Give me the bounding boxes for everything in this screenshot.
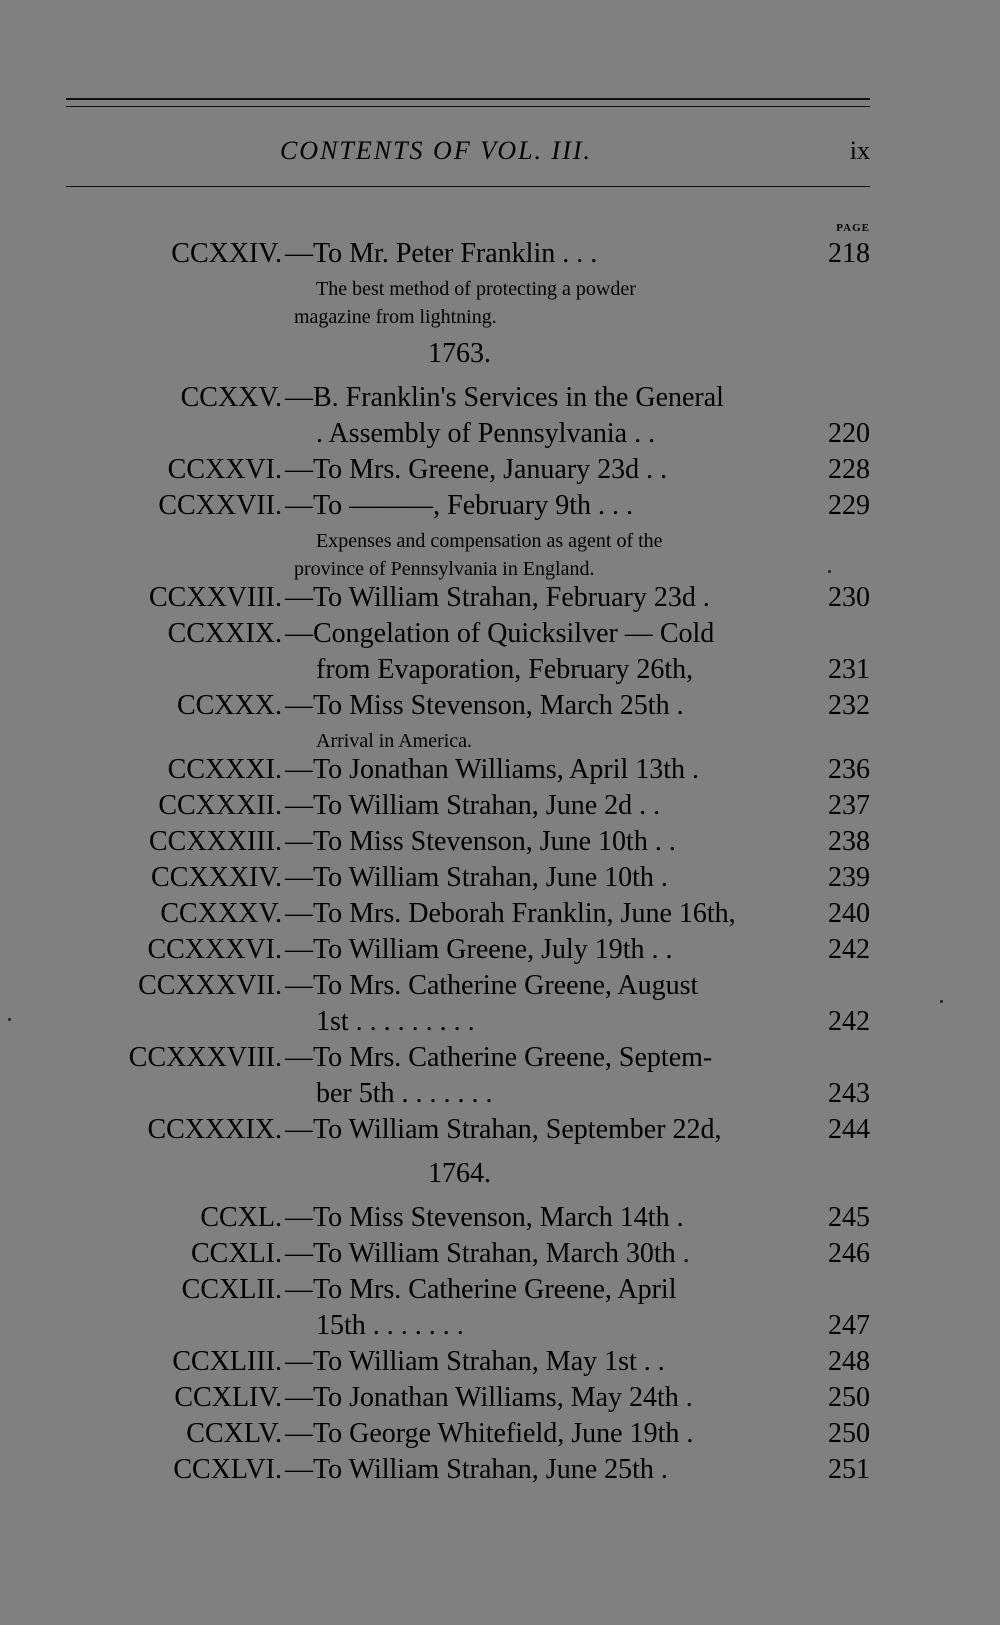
description-text: The best method of protecting a powder bbox=[316, 278, 636, 300]
entry-title: —To Mrs. Catherine Greene, April bbox=[285, 1274, 677, 1305]
letter-number: CCXXX. bbox=[176, 690, 282, 721]
entry-title: —To Jonathan Williams, April 13th . bbox=[285, 754, 700, 785]
toc-entry bbox=[0, 582, 1000, 618]
letter-number: CCXLII. bbox=[181, 1274, 282, 1305]
page-number: 251 bbox=[828, 1454, 870, 1485]
description-text: magazine from lightning. bbox=[294, 306, 497, 328]
entry-title: —To William Strahan, June 2d . . bbox=[285, 790, 661, 821]
description-text: province of Pennsylvania in England. bbox=[294, 558, 595, 580]
toc-entry-continuation bbox=[0, 1006, 1000, 1042]
page-number: 250 bbox=[828, 1382, 870, 1413]
entry-title: —To Miss Stevenson, June 10th . . bbox=[285, 826, 676, 857]
header-rule-bottom bbox=[66, 186, 870, 187]
toc-entry bbox=[0, 454, 1000, 490]
letter-number: CCXXIX. bbox=[167, 618, 282, 649]
entry-title: —B. Franklin's Services in the General bbox=[285, 382, 724, 413]
toc-entry-continuation bbox=[0, 654, 1000, 690]
page-number: 220 bbox=[828, 418, 870, 449]
letter-number: CCXXVI. bbox=[167, 454, 282, 485]
toc-entry bbox=[0, 898, 1000, 934]
entry-title: —Congelation of Quicksilver — Cold bbox=[285, 618, 715, 649]
year-heading: 1764. bbox=[428, 1158, 491, 1189]
page-number: 229 bbox=[828, 490, 870, 521]
letter-number: CCXXXIV. bbox=[151, 862, 282, 893]
page-title: CONTENTS OF VOL. III. bbox=[279, 136, 593, 165]
letter-number: CCXXXIX. bbox=[147, 1114, 282, 1145]
entry-title: —To Mrs. Catherine Greene, Septem- bbox=[285, 1042, 713, 1073]
page-folio: ix bbox=[849, 136, 870, 165]
page-number: 245 bbox=[828, 1202, 870, 1233]
page-number: 242 bbox=[828, 1006, 870, 1037]
entry-title-continued: . Assembly of Pennsylvania . . bbox=[316, 418, 656, 449]
toc-entry bbox=[0, 1382, 1000, 1418]
letter-number: CCXXVII. bbox=[158, 490, 282, 521]
letter-number: CCXLI. bbox=[191, 1238, 282, 1269]
entry-title-continued: 15th . . . . . . . bbox=[316, 1310, 464, 1341]
letter-number: CCXXXIII. bbox=[149, 826, 282, 857]
page-speck bbox=[8, 1018, 11, 1021]
page-number: 231 bbox=[828, 654, 870, 685]
toc-entry bbox=[0, 1346, 1000, 1382]
toc-entry bbox=[0, 618, 1000, 654]
page-number: 228 bbox=[828, 454, 870, 485]
page-number: 242 bbox=[828, 934, 870, 965]
entry-title: —To William Strahan, June 10th . bbox=[285, 862, 668, 893]
toc-entry bbox=[0, 1114, 1000, 1150]
letter-number: CCXLVI. bbox=[173, 1454, 282, 1485]
page-number: 238 bbox=[828, 826, 870, 857]
toc-entry bbox=[0, 826, 1000, 862]
header-rule-top-2 bbox=[66, 106, 870, 107]
toc-entry bbox=[0, 790, 1000, 826]
letter-number: CCXXXVI. bbox=[147, 934, 282, 965]
entry-title: —To William Strahan, February 23d . bbox=[285, 582, 710, 613]
entry-title: —To William Strahan, June 25th . bbox=[285, 1454, 668, 1485]
letter-number: CCXLIII. bbox=[172, 1346, 282, 1377]
entry-title: —To Miss Stevenson, March 25th . bbox=[285, 690, 684, 721]
year-heading: 1763. bbox=[428, 338, 491, 369]
entry-title: —To William Strahan, March 30th . bbox=[285, 1238, 690, 1269]
entry-title: —To William Strahan, May 1st . . bbox=[285, 1346, 665, 1377]
letter-number: CCXXIV. bbox=[171, 238, 282, 269]
entry-title: —To Mrs. Catherine Greene, August bbox=[285, 970, 699, 1001]
entry-title-continued: ber 5th . . . . . . . bbox=[316, 1078, 493, 1109]
page-speck bbox=[828, 570, 831, 573]
description-text: Arrival in America. bbox=[316, 730, 473, 752]
toc-entry-continuation bbox=[0, 1310, 1000, 1346]
toc-entry-continuation bbox=[0, 1078, 1000, 1114]
letter-number: CCXXXVII. bbox=[138, 970, 282, 1001]
toc-entry bbox=[0, 1454, 1000, 1490]
toc-entry bbox=[0, 1238, 1000, 1274]
letter-number: CCXLIV. bbox=[174, 1382, 282, 1413]
description-text: Expenses and compensation as agent of the bbox=[316, 530, 663, 552]
letter-number: CCXLV. bbox=[186, 1418, 282, 1449]
entry-title: —To Mrs. Greene, January 23d . . bbox=[285, 454, 668, 485]
page-number: 247 bbox=[828, 1310, 870, 1341]
page-number: 232 bbox=[828, 690, 870, 721]
entry-title: —To Mr. Peter Franklin . . . bbox=[285, 238, 598, 269]
toc-entry bbox=[0, 490, 1000, 526]
running-header bbox=[66, 136, 870, 170]
toc-entry bbox=[0, 382, 1000, 418]
toc-entry bbox=[0, 690, 1000, 726]
page-number: 236 bbox=[828, 754, 870, 785]
page-number: 237 bbox=[828, 790, 870, 821]
page-number: 240 bbox=[828, 898, 870, 929]
letter-number: CCXXVIII. bbox=[149, 582, 282, 613]
entry-title: —To ———, February 9th . . . bbox=[285, 490, 634, 521]
toc-entry bbox=[0, 862, 1000, 898]
entry-title-continued: 1st . . . . . . . . . bbox=[316, 1006, 475, 1037]
page-number: 218 bbox=[828, 238, 870, 269]
toc-entry bbox=[0, 970, 1000, 1006]
page-number: 248 bbox=[828, 1346, 870, 1377]
page-column-label: PAGE bbox=[836, 222, 870, 234]
entry-title: —To William Strahan, September 22d, bbox=[285, 1114, 722, 1145]
letter-number: CCXXXV. bbox=[160, 898, 282, 929]
entry-title-continued: from Evaporation, February 26th, bbox=[316, 654, 694, 685]
page-number: 239 bbox=[828, 862, 870, 893]
toc-entry bbox=[0, 934, 1000, 970]
letter-number: CCXXXI. bbox=[167, 754, 282, 785]
entry-title: —To Mrs. Deborah Franklin, June 16th, bbox=[285, 898, 736, 929]
page-number: 246 bbox=[828, 1238, 870, 1269]
toc-entry bbox=[0, 1274, 1000, 1310]
toc-entry bbox=[0, 1042, 1000, 1078]
entry-title: —To Miss Stevenson, March 14th . bbox=[285, 1202, 684, 1233]
letter-number: CCXL. bbox=[200, 1202, 282, 1233]
page-speck bbox=[940, 1000, 943, 1003]
page-number: 243 bbox=[828, 1078, 870, 1109]
toc-entry bbox=[0, 1418, 1000, 1454]
page-number: 250 bbox=[828, 1418, 870, 1449]
page-number: 244 bbox=[828, 1114, 870, 1145]
page-number: 230 bbox=[828, 582, 870, 613]
header-rule-top bbox=[66, 98, 870, 100]
letter-number: CCXXV. bbox=[180, 382, 282, 413]
toc-entry-continuation bbox=[0, 418, 1000, 454]
entry-title: —To Jonathan Williams, May 24th . bbox=[285, 1382, 693, 1413]
letter-number: CCXXXII. bbox=[158, 790, 282, 821]
entry-title: —To William Greene, July 19th . . bbox=[285, 934, 673, 965]
toc-entry bbox=[0, 1202, 1000, 1238]
toc-entry bbox=[0, 754, 1000, 790]
entry-title: —To George Whitefield, June 19th . bbox=[285, 1418, 694, 1449]
toc-entry bbox=[0, 238, 1000, 274]
letter-number: CCXXXVIII. bbox=[128, 1042, 282, 1073]
